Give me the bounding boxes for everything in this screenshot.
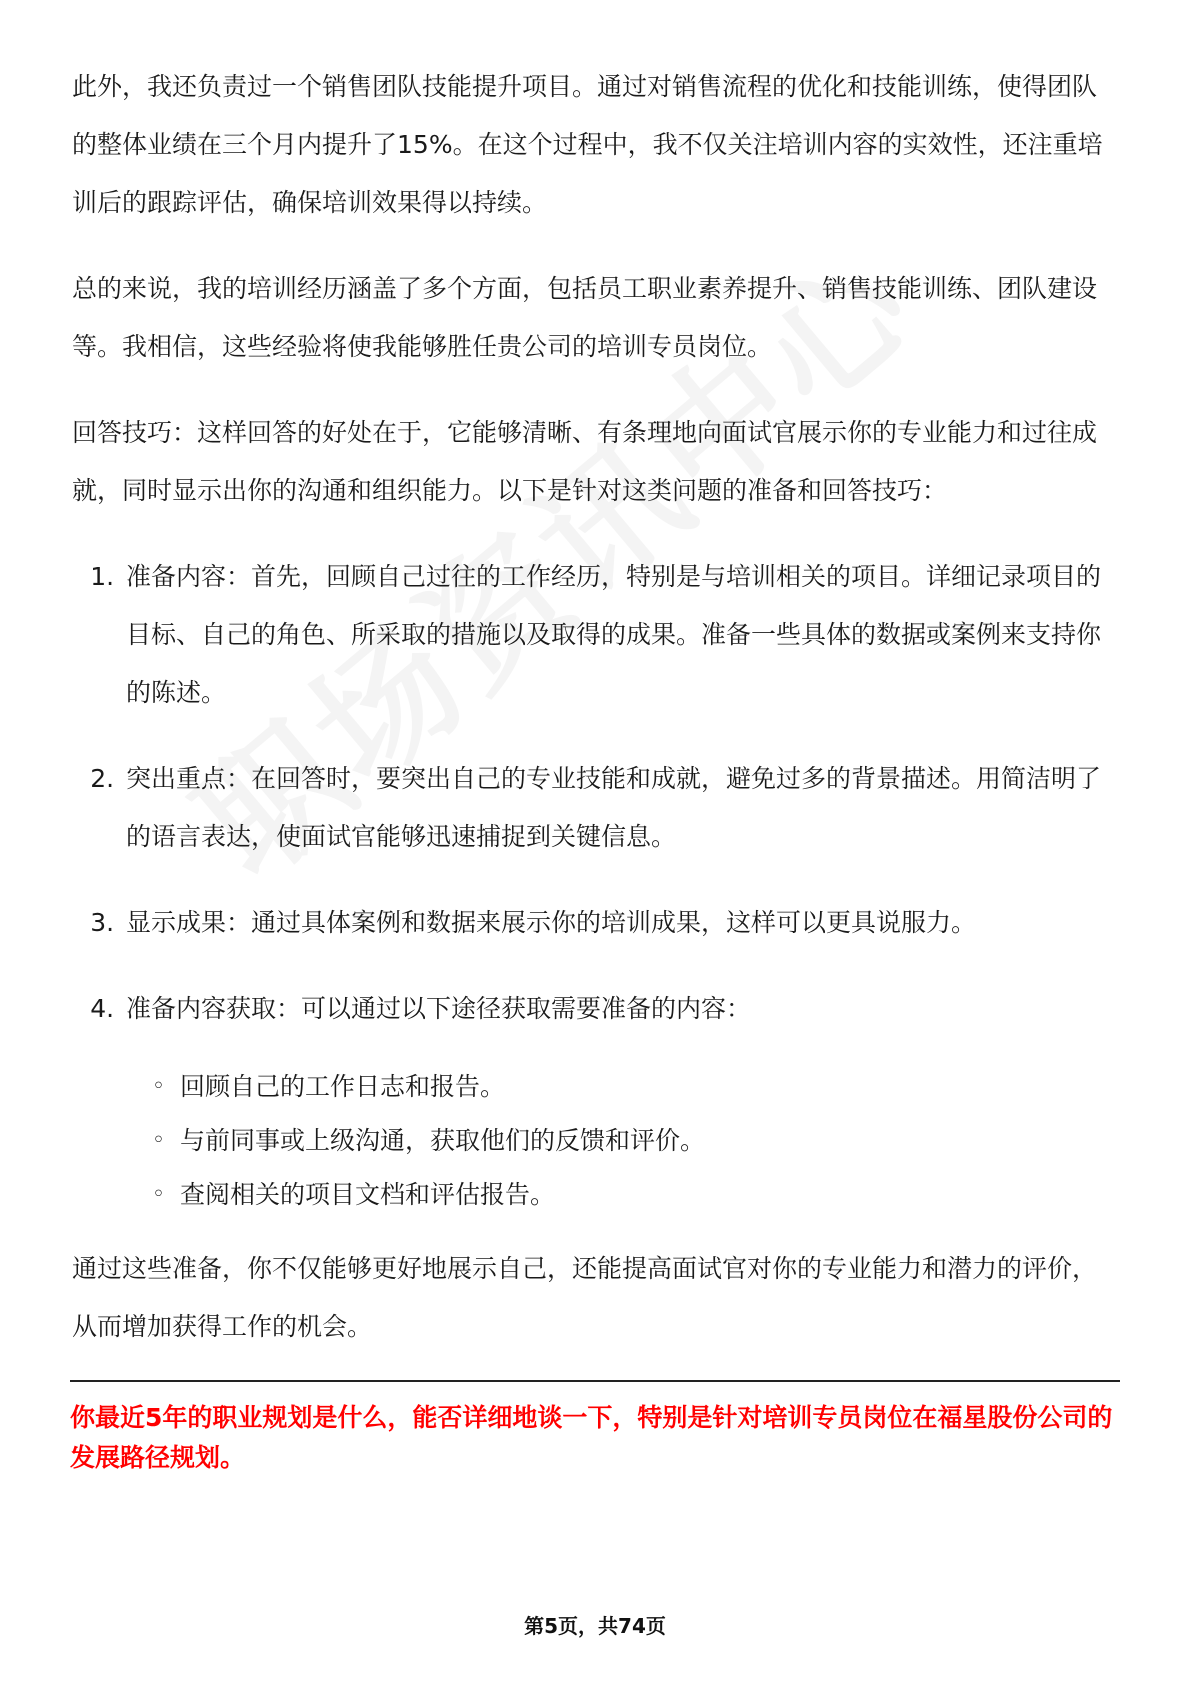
sub-list [126,1060,1118,1222]
tip-text: 准备内容：首先，回顾自己过往的工作经历，特别是与培训相关的项目。详细记录项目的目标、自己的角色、所采取的措施以及取得的成果。准备一些具体的数据或案例来支持你的陈述。 [126,562,1102,707]
tip-item [122,750,1118,866]
tip-item [122,894,1118,952]
sub-list-item [152,1060,1118,1114]
sub-item-text: 回顾自己的工作日志和报告。 [180,1072,506,1101]
tips-list [72,548,1118,1222]
tip-item [122,980,1118,1222]
page-number: 第5页，共74页 [524,1614,666,1638]
document-body [72,58,1118,1384]
question-heading: 你最近5年的职业规划是什么，能否详细地谈一下，特别是针对培训专员岗位在福星股份公司的发展路径规划。 [70,1403,1113,1472]
tip-item [122,548,1118,722]
bullet-icon: ◦ [152,1182,165,1207]
sub-item-text: 查阅相关的项目文档和评估报告。 [180,1180,556,1209]
sub-item-text: 与前同事或上级沟通，获取他们的反馈和评价。 [180,1126,706,1155]
sub-list-item [152,1168,1118,1222]
tip-text: 显示成果：通过具体案例和数据来展示你的培训成果，这样可以更具说服力。 [126,908,977,937]
paragraph-summary: 总的来说，我的培训经历涵盖了多个方面，包括员工职业素养提升、销售技能训练、团队建设等。我相信，这些经验将使我能够胜任贵公司的培训专员岗位。 [72,274,1098,361]
paragraph-closing: 通过这些准备，你不仅能够更好地展示自己，还能提高面试官对你的专业能力和潜力的评价，从而增加获得工作的机会。 [72,1254,1098,1341]
paragraph-answer-tips: 回答技巧：这样回答的好处在于，它能够清晰、有条理地向面试官展示你的专业能力和过往成就，同时显示出你的沟通和组织能力。以下是针对这类问题的准备和回答技巧： [72,418,1098,505]
tip-text: 突出重点：在回答时，要突出自己的专业技能和成就，避免过多的背景描述。用简洁明了的语言表达，使面试官能够迅速捕捉到关键信息。 [126,764,1102,851]
bullet-icon: ◦ [152,1074,165,1099]
bullet-icon: ◦ [152,1128,165,1153]
paragraph-sales-project: 此外，我还负责过一个销售团队技能提升项目。通过对销售流程的优化和技能训练，使得团队的整体业绩在三个月内提升了15%。在这个过程中，我不仅关注培训内容的实效性，还注重培训后的跟踪评估，确保培训效果得以持续。 [72,72,1103,217]
sub-list-item [152,1114,1118,1168]
tip-text: 准备内容获取：可以通过以下途径获取需要准备的内容： [126,994,752,1023]
